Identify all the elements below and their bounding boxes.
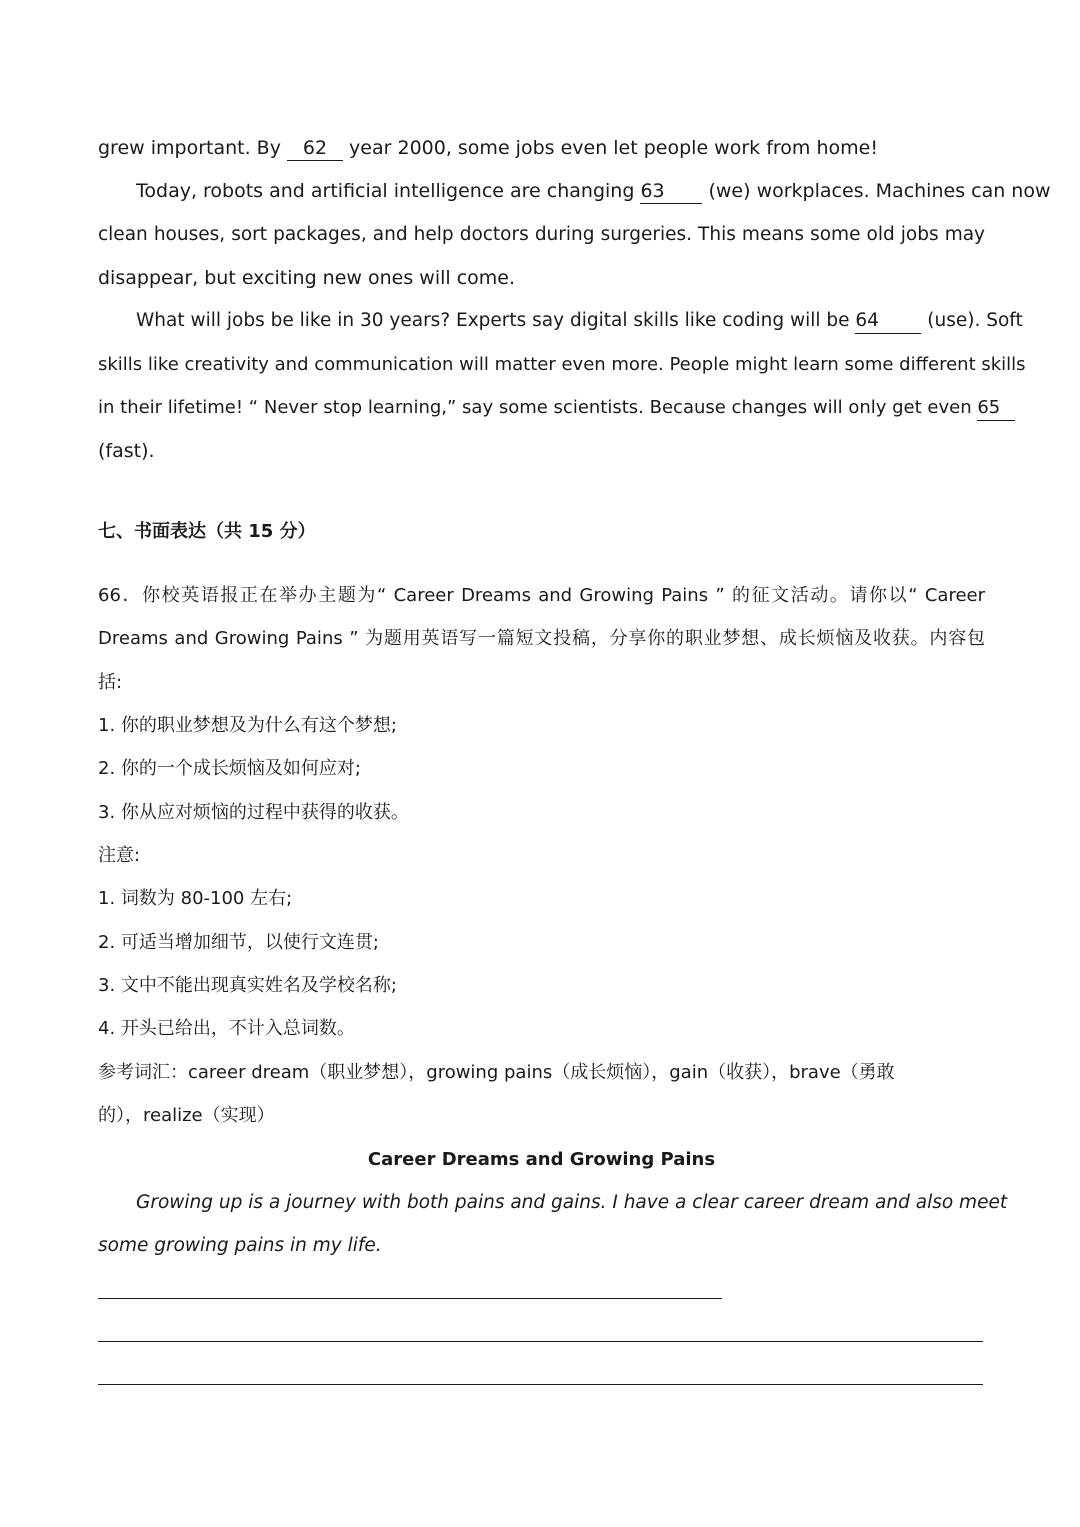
passage-line-7: [98, 393, 1001, 423]
passage-line-6: skills like creativity and communication will matter even more. People might learn some different skills: [98, 354, 1026, 375]
task-intro-line-2: Dreams and Growing Pains ” 为题用英语写一篇短文投稿，分享你的职业梦想、成长烦恼及收获。内容包: [98, 628, 985, 649]
passage-text: What will jobs be like in 30 years? Experts say digital skills like coding will be: [136, 310, 850, 331]
note-4: 4. 开头已给出，不计入总词数。: [98, 1018, 355, 1039]
passage-text: grew important. By: [98, 137, 281, 159]
passage-line-4: disappear, but exciting new ones will come.: [98, 267, 516, 289]
passage-text: (we) workplaces. Machines can now: [708, 180, 1051, 202]
vocabulary-line-2: 的），realize（实现）: [98, 1105, 275, 1126]
essay-opening-line-1: Growing up is a journey with both pains and gains. I have a clear career dream and also meet: [136, 1192, 1008, 1213]
passage-text: Today, robots and artificial intelligence are changing: [136, 180, 635, 202]
writing-line-3[interactable]: [98, 1384, 983, 1385]
passage-line-2: [98, 176, 1051, 206]
passage-line-5: [98, 306, 1023, 336]
task-point-1: 1. 你的职业梦想及为什么有这个梦想;: [98, 715, 397, 736]
note-3: 3. 文中不能出现真实姓名及学校名称;: [98, 975, 397, 996]
writing-line-2[interactable]: [98, 1341, 983, 1342]
essay-title: Career Dreams and Growing Pains: [367, 1149, 716, 1170]
essay-opening-line-2: some growing pains in my life.: [98, 1235, 382, 1256]
task-point-2: 2. 你的一个成长烦恼及如何应对;: [98, 758, 361, 779]
passage-text: year 2000, some jobs even let people work from home!: [349, 137, 878, 159]
writing-line-1[interactable]: [98, 1298, 722, 1299]
passage-text: (use). Soft: [927, 310, 1023, 331]
task-intro-line-3: 括:: [98, 672, 123, 693]
vocabulary-line-1: 参考词汇：career dream（职业梦想），growing pains（成长烦恼），gain（收获），brave（勇敢: [98, 1062, 895, 1083]
notes-label: 注意:: [98, 845, 141, 866]
blank-65: 65: [977, 396, 1015, 421]
note-1: 1. 词数为 80-100 左右;: [98, 888, 293, 909]
note-2: 2. 可适当增加细节，以使行文连贯;: [98, 932, 379, 953]
passage-line-8: (fast).: [98, 440, 155, 462]
passage-text: in their lifetime! “ Never stop learning,” say some scientists. Because changes will only get even: [98, 397, 972, 418]
task-point-3: 3. 你从应对烦恼的过程中获得的收获。: [98, 802, 409, 823]
passage-line-1: [98, 133, 878, 163]
blank-64: 64: [855, 309, 921, 334]
section-heading: 七、书面表达（共 15 分）: [98, 521, 316, 542]
blank-62: 62: [287, 136, 343, 161]
task-intro-line-1: 66．你校英语报正在举办主题为“ Career Dreams and Growing Pains ” 的征文活动。请你以“ Career: [98, 585, 985, 606]
blank-63: 63: [640, 179, 702, 204]
passage-line-3: clean houses, sort packages, and help doctors during surgeries. This means some old jobs may: [98, 224, 985, 245]
